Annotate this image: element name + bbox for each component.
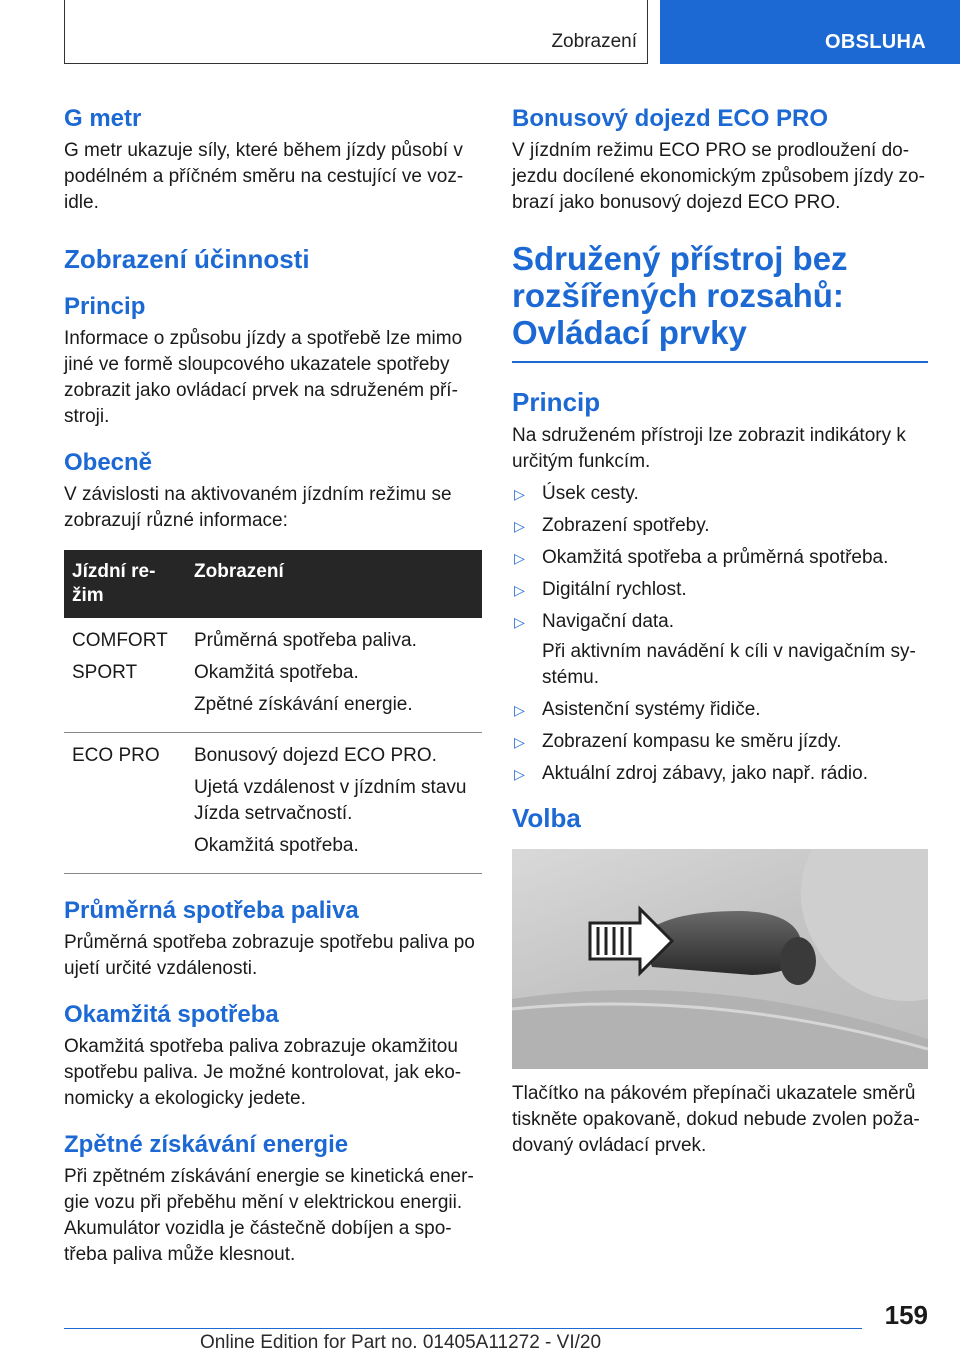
instant-consumption-heading: Okamžitá spotřeba <box>64 1001 279 1028</box>
mode-comfort: COMFORT <box>72 630 168 651</box>
table-header-row <box>64 550 482 618</box>
display-item: Zpětné získávání energie. <box>194 694 413 715</box>
table-cell-display <box>186 618 482 733</box>
footer-divider <box>64 1328 862 1329</box>
page-number: 159 <box>884 1300 928 1330</box>
mode-eco-pro: ECO PRO <box>72 745 160 766</box>
indicator-list <box>512 481 928 787</box>
general-text: V závislosti na aktivovaném jízdním režimu se zobrazují různé informace: <box>64 484 452 531</box>
triangle-bullet-icon: ▷ <box>514 734 525 750</box>
list-item <box>512 609 928 691</box>
avg-consumption-text: Průměrná spotřeba zobrazuje spotřebu paliva po ujetí určité vzdálenosti. <box>64 932 475 979</box>
header-section-box <box>64 0 648 64</box>
triangle-bullet-icon: ▷ <box>514 582 525 598</box>
principle-text: Informace o způsobu jízdy a spotřebě lze mimo jiné ve formě sloupcového ukazatele spotřeby zobrazit jako ovládací prvek na sdruženém přístroji. <box>64 328 463 427</box>
left-column <box>64 98 482 1268</box>
regeneration-text: Při zpětném získávání energie se kinetická energie vozu při přeběhu mění v elektrickou energii. Akumulátor vozidla je částečně dobíjen a spotřeba paliva může klesnout. <box>64 1166 474 1265</box>
list-item <box>512 481 928 507</box>
list-item <box>512 513 928 539</box>
bonus-range-text: V jízdním režimu ECO PRO se prodloužení dojezdu docílené ekonomickým způsobem jízdy zobrazí jako bonusový dojezd ECO PRO. <box>512 140 925 213</box>
right-column <box>512 98 928 1159</box>
display-item: Okamžitá spotřeba. <box>194 835 359 856</box>
display-item: Bonusový dojezd ECO PRO. <box>194 745 437 766</box>
list-item <box>512 545 928 571</box>
table-row <box>64 733 482 874</box>
drive-mode-table <box>64 550 482 874</box>
triangle-bullet-icon: ▷ <box>514 486 525 502</box>
triangle-bullet-icon: ▷ <box>514 518 525 534</box>
right-principle-heading: Princip <box>512 387 601 417</box>
table-cell-display <box>186 733 482 874</box>
section-main-title <box>512 240 928 351</box>
triangle-bullet-icon: ▷ <box>514 614 525 630</box>
display-item: Okamžitá spotřeba. <box>194 662 359 683</box>
list-item-text: Aktuální zdroj zábavy, jako např. rádio. <box>542 763 868 784</box>
principle-heading: Princip <box>64 293 146 320</box>
triangle-bullet-icon: ▷ <box>514 766 525 782</box>
list-item <box>512 697 928 723</box>
title-line: Ovládací prvky <box>512 314 747 351</box>
instant-consumption-text: Okamžitá spotřeba paliva zobrazuje okamžitou spotřebu paliva. Je možné kontrolovat, jak ekonomicky a ekologicky jedete. <box>64 1036 462 1109</box>
header-chapter-tab <box>660 0 960 64</box>
turn-signal-lever-illustration <box>512 849 928 1069</box>
table-header-mode: Jízdní režim <box>64 550 186 618</box>
avg-consumption-heading: Průměrná spotřeba paliva <box>64 897 359 924</box>
general-heading: Obecně <box>64 449 153 476</box>
lever-drawing <box>512 849 928 1069</box>
title-divider <box>512 361 928 363</box>
list-item <box>512 577 928 603</box>
list-item <box>512 761 928 787</box>
regeneration-heading: Zpětné získávání energie <box>64 1131 349 1158</box>
list-item-text: Zobrazení spotřeby. <box>542 515 710 536</box>
mode-sport: SPORT <box>72 662 138 683</box>
gmeter-text: G metr ukazuje síly, které během jízdy působí v podélném a příčném směru na cestující ve vozidle. <box>64 140 464 213</box>
header-section-label: Zobrazení <box>551 31 637 52</box>
table-cell-mode <box>64 733 186 874</box>
gmeter-heading: G metr <box>64 105 142 132</box>
list-item-text: Navigační data. <box>542 611 675 632</box>
list-item-text: Okamžitá spotřeba a průměrná spotřeba. <box>542 547 889 568</box>
list-item-text: Úsek cesty. <box>542 483 639 504</box>
title-line: rozšířených rozsahů: <box>512 277 844 314</box>
figure-caption: Tlačítko na pákovém přepínači ukazatele směrů tiskněte opakovaně, dokud nebude zvolen požadovaný ovládací prvek. <box>512 1083 920 1156</box>
table-cell-mode <box>64 618 186 733</box>
list-item-note: Při aktivním navádění k cíli v navigačním systému. <box>542 641 916 688</box>
display-item: Ujetá vzdálenost v jízdním stavu Jízda setrvačností. <box>194 777 467 824</box>
efficiency-heading: Zobrazení účinnosti <box>64 244 310 274</box>
selection-heading: Volba <box>512 803 581 833</box>
triangle-bullet-icon: ▷ <box>514 702 525 718</box>
list-item-text: Digitální rychlost. <box>542 579 687 600</box>
footer-edition-text: Online Edition for Part no. 01405A11272 - VI/20 <box>200 1332 602 1353</box>
table-row <box>64 618 482 733</box>
bonus-range-heading: Bonusový dojezd ECO PRO <box>512 105 829 132</box>
list-item <box>512 729 928 755</box>
list-item-text: Asistenční systémy řidiče. <box>542 699 761 720</box>
header-chapter-label: OBSLUHA <box>825 31 926 53</box>
list-item-text: Zobrazení kompasu ke směru jízdy. <box>542 731 842 752</box>
right-principle-text: Na sdruženém přístroji lze zobrazit indikátory k určitým funkcím. <box>512 425 906 472</box>
display-item: Průměrná spotřeba paliva. <box>194 630 417 651</box>
triangle-bullet-icon: ▷ <box>514 550 525 566</box>
table-header-display: Zobrazení <box>186 550 482 618</box>
title-line: Sdružený přístroj bez <box>512 240 848 277</box>
